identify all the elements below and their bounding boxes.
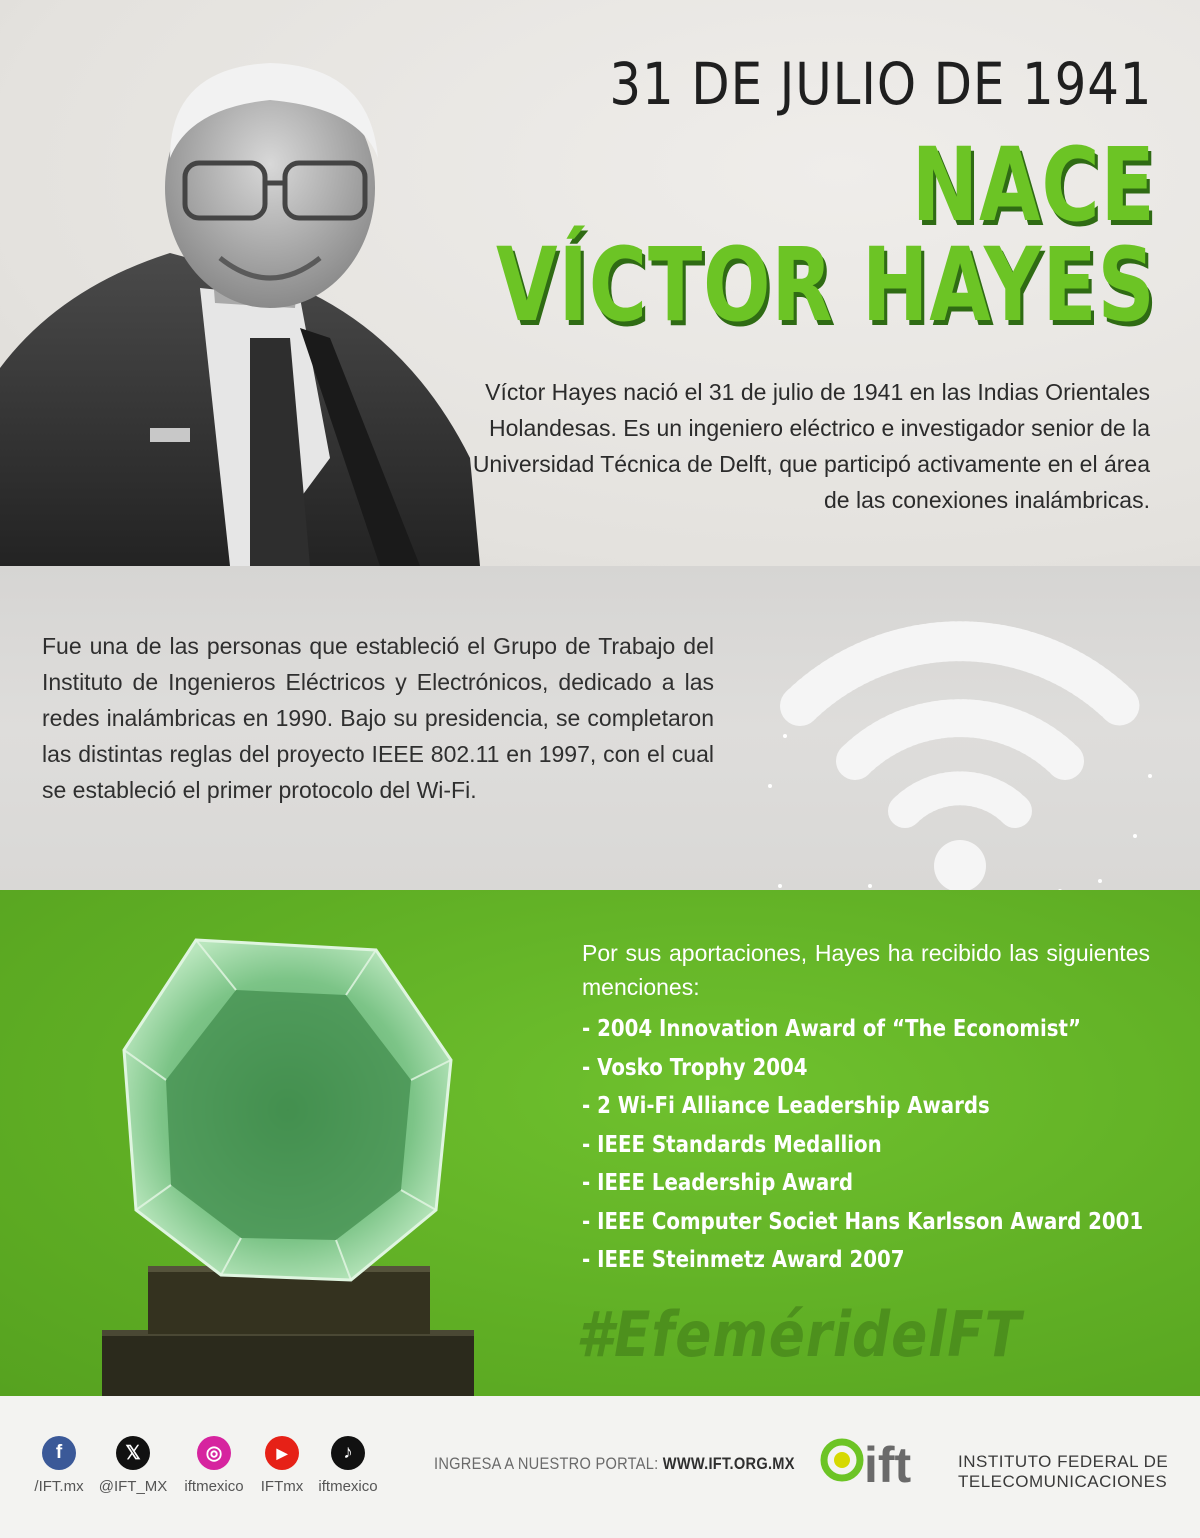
facebook-handle: /IFT.mx <box>34 1478 84 1495</box>
x-icon: 𝕏 <box>116 1436 150 1470</box>
title-line-1: NACE <box>911 126 1156 245</box>
awards-intro: Por sus aportaciones, Hayes ha recibido las siguientes menciones: <box>582 940 1150 1000</box>
youtube-icon: ▶ <box>265 1436 299 1470</box>
awards-list <box>582 1010 1200 1280</box>
instagram-handle: iftmexico <box>184 1478 244 1495</box>
victor-hayes-portrait <box>0 38 480 566</box>
portal-label: INGRESA A NUESTRO PORTAL: <box>434 1454 659 1473</box>
youtube-link[interactable] <box>247 1436 317 1495</box>
list-item: - IEEE Computer Societ Hans Karlsson Award 2001 <box>582 1208 1144 1235</box>
portal-link[interactable]: WWW.IFT.ORG.MX <box>662 1454 795 1473</box>
ift-logo-text: ift <box>864 1437 912 1493</box>
youtube-handle: IFTmx <box>260 1478 304 1495</box>
tiktok-icon: ♪ <box>331 1436 365 1470</box>
list-item: - IEEE Steinmetz Award 2007 <box>582 1247 905 1273</box>
trophy-icon <box>96 920 486 1396</box>
facebook-icon: f <box>42 1436 76 1470</box>
footer <box>0 1396 1200 1538</box>
history-section <box>0 566 1200 890</box>
organization-name-line-2: TELECOMUNICACIONES <box>958 1472 1168 1491</box>
intro-paragraph: Víctor Hayes nació el 31 de julio de 1941 en las Indias Orientales Holandesas. Es un ingeniero eléctrico e investigador senior de la Universidad Técnica de Delft, que participó activamente en el área de las conexiones inalámbricas. <box>472 379 1150 513</box>
page-title <box>496 126 1156 345</box>
organization-name <box>958 1452 1168 1492</box>
ift-logo <box>820 1430 950 1498</box>
title-line-2: VÍCTOR HAYES <box>496 226 1156 345</box>
organization-name-line-1: INSTITUTO FEDERAL DE <box>958 1452 1169 1471</box>
history-paragraph: Fue una de las personas que estableció el Grupo de Trabajo del Instituto de Ingenieros Eléctricos y Electrónicos, dedicado a las redes inalámbricas en 1990. Bajo su presidencia, se completaron las distintas reglas del proyecto IEEE 802.11 en 1997, con el cual se estableció el primer protocolo del Wi-Fi. <box>42 633 714 803</box>
wifi-icon <box>760 586 1160 890</box>
tiktok-handle: iftmexico <box>318 1478 378 1495</box>
header-section <box>0 0 1200 566</box>
tiktok-link[interactable] <box>313 1436 383 1495</box>
instagram-link[interactable] <box>179 1436 249 1495</box>
awards-section <box>0 890 1200 1396</box>
list-item: - IEEE Leadership Award <box>582 1170 854 1196</box>
instagram-icon: ◎ <box>197 1436 231 1470</box>
x-handle: @IFT_MX <box>98 1478 168 1495</box>
x-link[interactable] <box>98 1436 168 1495</box>
list-item: - Vosko Trophy 2004 <box>582 1054 808 1081</box>
list-item: - IEEE Standards Medallion <box>582 1131 882 1158</box>
facebook-link[interactable] <box>24 1436 94 1495</box>
ift-logo-icon <box>820 1430 950 1498</box>
list-item: - 2 Wi-Fi Alliance Leadership Awards <box>582 1093 990 1119</box>
portal-text <box>434 1454 795 1474</box>
hashtag: #EfeméridelFT <box>576 1298 1022 1371</box>
list-item: - 2004 Innovation Award of “The Economist” <box>582 1016 1081 1042</box>
event-date: 31 DE JULIO DE 1941 <box>608 50 1152 118</box>
